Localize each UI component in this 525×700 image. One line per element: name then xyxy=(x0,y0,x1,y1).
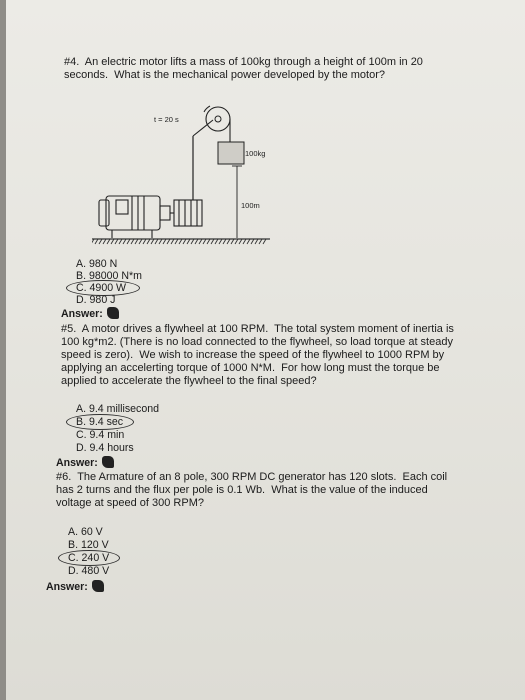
redaction-mark-icon xyxy=(102,456,114,468)
redaction-mark-icon xyxy=(107,307,119,319)
motor-drawing xyxy=(99,196,170,238)
q5-option-b: B. 9.4 sec xyxy=(76,416,124,428)
q6-selected-circle xyxy=(58,550,120,566)
coupling-drawing xyxy=(170,200,202,226)
q6-text-line-1: #6. The Armature of an 8 pole, 300 RPM DC generator has 120 slots. Each coil xyxy=(56,471,448,483)
q4-text-line-1: #4. An electric motor lifts a mass of 100kg through a height of 100m in 20 xyxy=(64,56,423,68)
q5-text-line-5: applied to accelerate the flywheel to the final speed? xyxy=(61,375,317,387)
q4-option-d: D. 980 J xyxy=(76,294,116,306)
q6-option-a: A. 60 V xyxy=(68,526,103,538)
pulley-axle xyxy=(215,116,221,122)
worksheet-page xyxy=(6,0,525,700)
q5-answer-line xyxy=(56,456,114,470)
motor-hoist-figure xyxy=(92,100,282,250)
height-label: 100m xyxy=(241,201,260,210)
q6-text-line-2: has 2 turns and the flux per pole is 0.1 Wb. What is the value of the induced xyxy=(56,484,428,496)
q6-answer-line xyxy=(46,580,104,594)
q4-text-line-2: seconds. What is the mechanical power developed by the motor? xyxy=(64,69,386,81)
q5-text-line-3: speed is zero). We wish to increase the speed of the flywheel to 1000 RPM by xyxy=(61,349,445,361)
q6-answer-label: Answer: xyxy=(46,581,88,593)
time-label: t = 20 s xyxy=(154,115,179,124)
q4-answer-label: Answer: xyxy=(61,308,103,320)
q5-option-c: C. 9.4 min xyxy=(76,429,125,441)
q5-selected-circle xyxy=(66,414,134,430)
redaction-mark-icon xyxy=(92,580,104,592)
q4-option-c: C. 4900 W xyxy=(76,282,127,294)
pulley-wheel xyxy=(206,107,230,131)
q4-option-b: B. 98000 N*m xyxy=(76,270,142,282)
q5-text-line-1: #5. A motor drives a flywheel at 100 RPM. The total system moment of inertia is xyxy=(61,323,454,335)
mass-label: 100kg xyxy=(245,149,266,158)
mass-block xyxy=(218,142,244,164)
ground-hatch xyxy=(92,239,266,244)
q5-text-line-4: applying an accelerting torque of 1000 N*M. For how long must the torque be xyxy=(61,362,440,374)
q5-option-d: D. 9.4 hours xyxy=(76,442,134,454)
q4-option-a: A. 980 N xyxy=(76,258,118,270)
q5-option-a: A. 9.4 millisecond xyxy=(76,403,160,415)
q6-text-line-3: voltage at speed of 300 RPM? xyxy=(56,497,204,509)
q5-text-line-2: 100 kg*m2. (There is no load connected to the flywheel, so load torque at steady xyxy=(61,336,453,348)
q4-answer-line xyxy=(61,307,119,321)
q5-answer-label: Answer: xyxy=(56,457,98,469)
q6-option-b: B. 120 V xyxy=(68,539,109,551)
q6-option-c: C. 240 V xyxy=(68,552,110,564)
q6-option-d: D. 480 V xyxy=(68,565,110,577)
